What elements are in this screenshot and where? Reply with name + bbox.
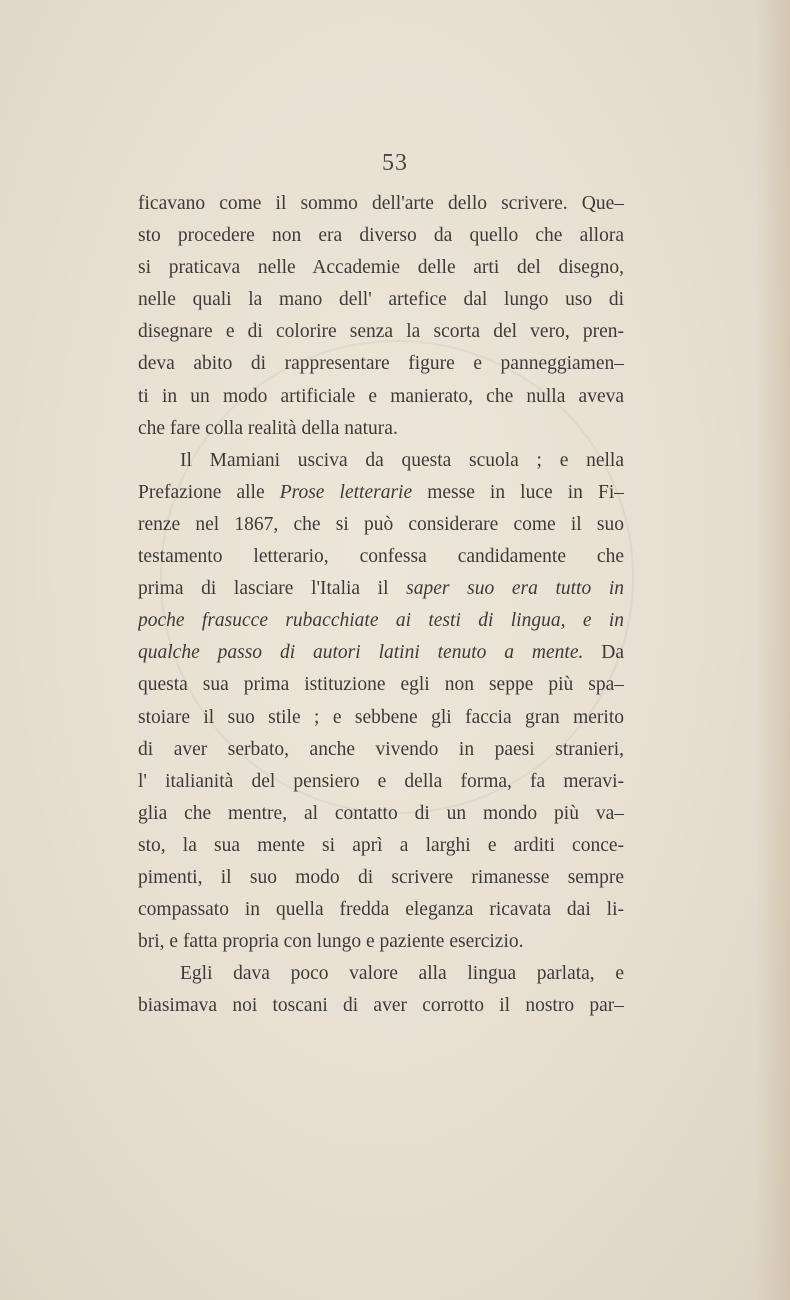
text-run: prima di lasciare l'Italia il [138,578,407,600]
text-line [138,316,624,348]
text-run: questa sua prima istituzione egli non seppe più spa– [138,674,624,696]
italic-text-run: qualche passo di autori latini tenuto a mente. [138,642,584,664]
text-line [138,541,624,573]
text-line [138,445,624,477]
text-run: sto procedere non era diverso da quello che allora [138,225,624,247]
text-line [138,284,624,316]
text-run: stoiare il suo stile ; e sebbene gli faccia gran merito [138,706,624,728]
italic-text-run: poche frasucce rubacchiate ai testi di lingua, e in [138,610,624,632]
text-line [138,381,624,413]
text-run: Il Mamiani usciva da questa scuola ; e nella [180,449,624,471]
text-run: Egli dava poco valore alla lingua parlata, e [180,963,624,985]
text-line [138,702,624,734]
text-run: deva abito di rappresentare figure e panneggiamen– [138,353,624,375]
text-line [138,220,624,252]
text-line [138,573,624,605]
page-number: 53 [382,150,408,176]
text-run: glia che mentre, al contatto di un mondo più va– [138,802,624,824]
text-line [138,830,624,862]
body-text [138,188,624,1022]
text-line [138,348,624,380]
text-line [138,188,624,220]
text-run: sto, la sua mente si aprì a larghi e arditi conce- [138,834,624,856]
text-run: di aver serbato, anche vivendo in paesi stranieri, [138,738,624,760]
text-run: nelle quali la mano dell' artefice dal lungo uso di [138,289,624,311]
text-line [138,766,624,798]
text-run: Da [583,642,624,664]
text-line [138,477,624,509]
italic-text-run: saper suo era tutto in [406,578,624,600]
text-line [138,894,624,926]
text-line [138,605,624,637]
text-line [138,509,624,541]
text-run: si praticava nelle Accademie delle arti del disegno, [138,257,624,279]
text-line [138,990,624,1022]
text-line [138,637,624,669]
text-run: compassato in quella fredda eleganza ricavata dai li- [138,899,624,921]
text-line [138,669,624,701]
text-line [138,926,624,958]
text-line [138,413,624,445]
text-line [138,958,624,990]
italic-text-run: Prose letterarie [279,481,413,503]
text-line [138,734,624,766]
text-run: biasimava noi toscani di aver corrotto il nostro par– [138,995,624,1017]
text-run: disegnare e di colorire senza la scorta del vero, pren- [138,321,624,343]
text-run: che fare colla realità della natura. [138,417,398,439]
text-run: ti in un modo artificiale e manierato, che nulla aveva [138,385,624,407]
text-run: l' italianità del pensiero e della forma, fa meravi- [138,770,624,792]
text-run: testamento letterario, confessa candidamente che [138,546,624,568]
text-run: bri, e fatta propria con lungo e paziente esercizio. [138,931,524,953]
text-line [138,862,624,894]
text-run: messe in luce in Fi– [412,481,624,503]
text-run: Prefazione alle [138,481,280,503]
text-line [138,798,624,830]
text-run: renze nel 1867, che si può considerare come il suo [138,513,624,535]
text-line [138,252,624,284]
text-run: ficavano come il sommo dell'arte dello scrivere. Que– [138,193,624,214]
text-run: pimenti, il suo modo di scrivere rimanesse sempre [138,866,624,888]
page-edge-shadow [756,0,790,1300]
